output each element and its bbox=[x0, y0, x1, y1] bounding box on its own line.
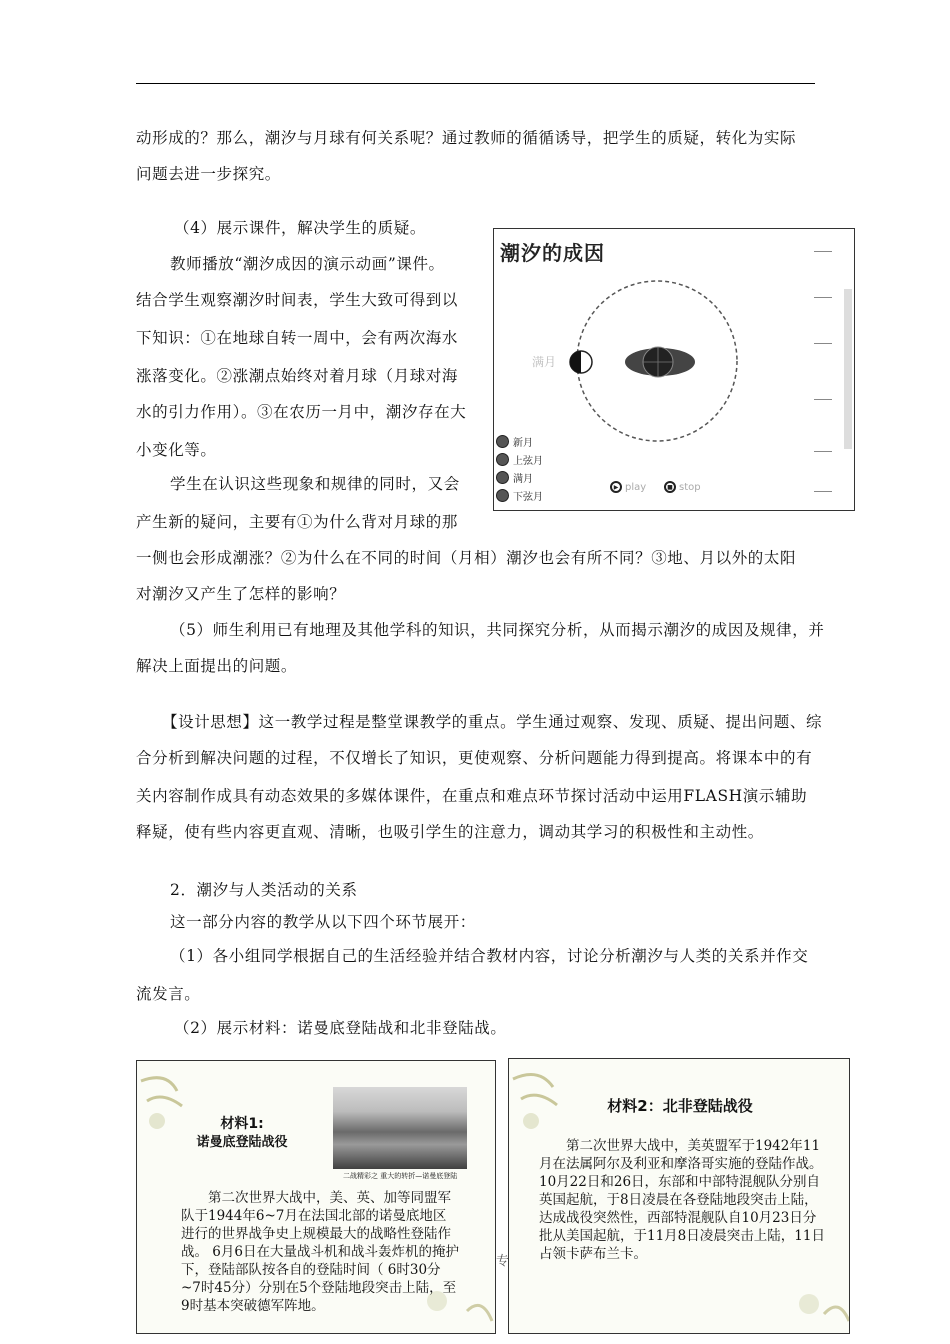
paragraph-line: 教师播放“潮汐成因的演示动画”课件。 bbox=[170, 255, 445, 273]
stop-label: stop bbox=[679, 481, 701, 493]
radio-icon bbox=[496, 453, 509, 466]
paragraph-line: 水的引力作用）。③在农历一月中，潮汐存在大 bbox=[136, 403, 467, 421]
play-label: play bbox=[625, 481, 647, 493]
slider-tick bbox=[814, 297, 832, 298]
paragraph-line: （2）展示材料：诺曼底登陆战和北非登陆战。 bbox=[174, 1019, 507, 1037]
material-slide-2 bbox=[508, 1058, 850, 1334]
header-rule bbox=[136, 83, 815, 84]
slider-tick bbox=[814, 251, 832, 252]
paragraph-line: 下知识：①在地球自转一周中，会有两次海水 bbox=[136, 329, 459, 347]
paragraph-line: 流发言。 bbox=[136, 985, 201, 1003]
paragraph-line: 结合学生观察潮汐时间表，学生大致可得到以 bbox=[136, 291, 459, 309]
paragraph-line: 小变化等。 bbox=[136, 441, 217, 459]
phase-full-moon-button[interactable] bbox=[496, 469, 533, 485]
slider-tick bbox=[814, 451, 832, 452]
section-heading: 2．潮汐与人类活动的关系 bbox=[170, 881, 358, 899]
play-button[interactable] bbox=[610, 481, 646, 493]
paragraph-line: 关内容制作成具有动态效果的多媒体课件，在重点和难点环节探讨活动中运用FLASH演示辅助 bbox=[136, 787, 808, 805]
material-slide-1 bbox=[136, 1060, 496, 1334]
paragraph-line: （1）各小组同学根据自己的生活经验并结合教材内容，讨论分析潮汐与人类的关系并作交 bbox=[170, 947, 809, 965]
paragraph-line: 释疑，使有些内容更直观、清晰，也吸引学生的注意力，调动其学习的积极性和主动性。 bbox=[136, 823, 764, 841]
normandy-photo bbox=[333, 1087, 467, 1169]
paragraph-line: 解决上面提出的问题。 bbox=[136, 657, 298, 675]
paragraph-line: （4）展示课件，解决学生的质疑。 bbox=[174, 219, 426, 237]
paragraph-line: 动形成的？那么，潮汐与月球有何关系呢？通过教师的循循诱导，把学生的质疑，转化为实际 bbox=[136, 129, 797, 147]
phase-label: 上弦月 bbox=[513, 455, 543, 467]
phase-label: 下弦月 bbox=[513, 491, 543, 503]
paragraph-line: 对潮汐又产生了怎样的影响？ bbox=[136, 585, 346, 603]
phase-label: 新月 bbox=[513, 437, 533, 449]
paragraph-line: 产生新的疑问，主要有①为什么背对月球的那 bbox=[136, 513, 459, 531]
moon-dark-half bbox=[570, 351, 581, 373]
figure-title: 潮汐的成因 bbox=[500, 241, 605, 265]
slide1-subtitle: 诺曼底登陆战役 bbox=[196, 1135, 288, 1150]
radio-icon bbox=[496, 471, 509, 484]
phase-label: 满月 bbox=[513, 473, 533, 485]
slider-tick bbox=[814, 399, 832, 400]
phase-new-moon-button[interactable] bbox=[496, 433, 533, 449]
paragraph-line: 涨落变化。②涨潮点始终对着月球（月球对海 bbox=[136, 367, 459, 385]
play-icon: ▶ bbox=[610, 481, 622, 493]
radio-icon bbox=[496, 435, 509, 448]
paragraph-line: 合分析到解决问题的过程，不仅增长了知识，更使观察、分析问题能力得到提高。将课本中的有 bbox=[136, 749, 813, 767]
stop-icon: ■ bbox=[664, 481, 676, 493]
slide1-body: 第二次世界大战中，美、英、加等同盟军队于1944年6~7月在法国北部的诺曼底地区进行的世界战争史上规模最大的战略性登陆作战。 6月6日在大量战斗机和战斗轰炸机的掩护下，登陆部队按各自的登陆时间（ 6时30分~7时45分）分别在5个登陆地段突击上陆，至9时基本突破德军阵地。 bbox=[181, 1190, 459, 1314]
paragraph-line: 【设计思想】这一教学过程是整堂课教学的重点。学生通过观察、发现、质疑、提出问题、综 bbox=[162, 713, 823, 731]
phase-first-quarter-button[interactable] bbox=[496, 451, 543, 467]
paragraph-line: 学生在认识这些现象和规律的同时，又会 bbox=[170, 475, 460, 493]
radio-icon bbox=[496, 489, 509, 502]
moon-label: 满月 bbox=[532, 355, 557, 369]
paragraph-line: 这一部分内容的教学从以下四个环节展开： bbox=[170, 913, 476, 931]
paragraph-line: （5）师生利用已有地理及其他学科的知识，共同探究分析，从而揭示潮汐的成因及规律，并 bbox=[170, 621, 825, 639]
slider-tick bbox=[814, 491, 832, 492]
page-mark: 专 bbox=[496, 1254, 510, 1269]
slide1-title: 材料1: bbox=[220, 1116, 264, 1132]
photo-caption: 二战精彩之 重大的转折—诺曼底登陆 bbox=[343, 1172, 458, 1180]
slide2-title: 材料2：北非登陆战役 bbox=[607, 1097, 753, 1115]
tide-animation-figure bbox=[493, 228, 855, 511]
slide2-body: 第二次世界大战中，美英盟军于1942年11月在法属阿尔及利亚和摩洛哥实施的登陆作战。 10月22日和26日，东部和中部特混舰队分别自英国起航，于8日凌晨在各登陆地段突击上陆，达成战役突然性，西部特混舰队自10月23日分批从美国起航，于11月8日凌晨突击上陆，11日占领卡萨布兰卡。 bbox=[539, 1138, 825, 1262]
paragraph-line: 问题去进一步探究。 bbox=[136, 165, 281, 183]
phase-last-quarter-button[interactable] bbox=[496, 487, 543, 503]
stop-button[interactable] bbox=[664, 481, 701, 493]
slider-tick bbox=[814, 343, 832, 344]
right-edge-shade bbox=[844, 289, 852, 449]
paragraph-line: 一侧也会形成潮涨？②为什么在不同的时间（月相）潮汐也会有所不同？③地、月以外的太阳 bbox=[136, 549, 797, 567]
